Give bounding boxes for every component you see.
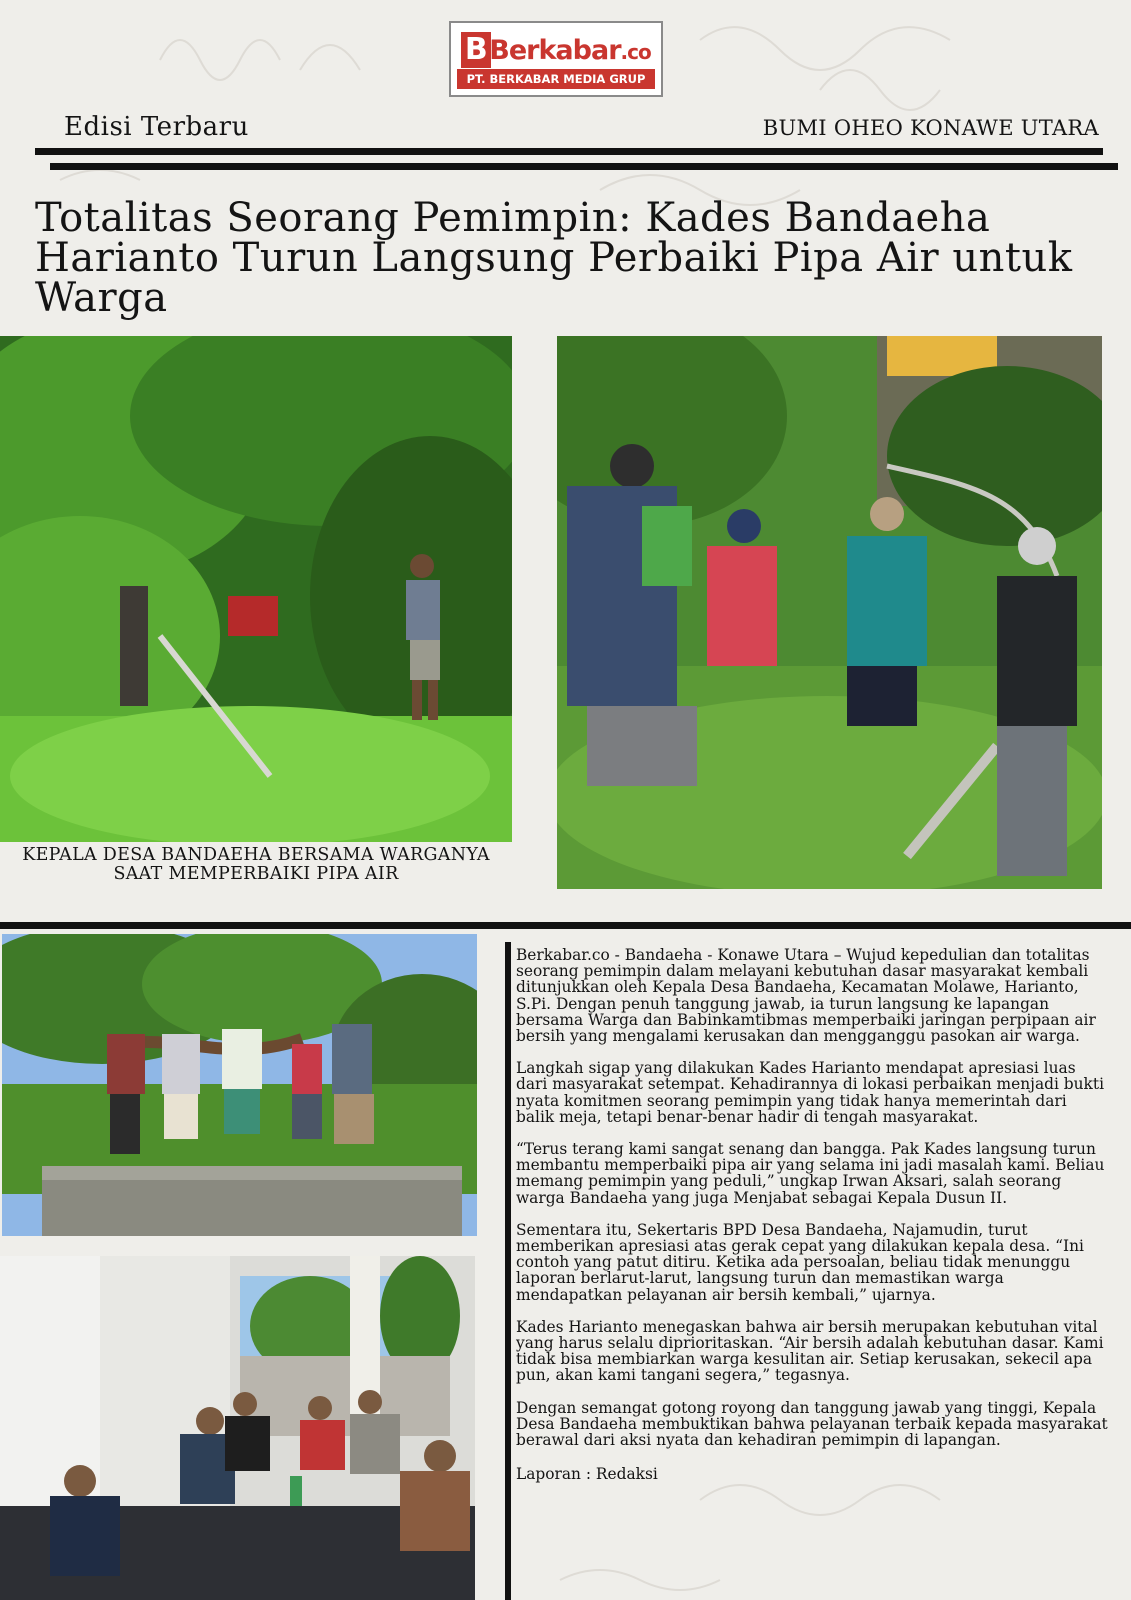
logo-wordmark — [451, 29, 661, 71]
photo-bushes-pipe — [0, 336, 512, 842]
column-rule — [505, 942, 511, 1600]
caption-line-1: KEPALA DESA BANDAEHA BERSAMA WARGANYA — [22, 845, 490, 865]
headline: Totalitas Seorang Pemimpin: Kades Bandaeha Harianto Turun Langsung Perbaiki Pipa Air untuk Warga — [35, 195, 1073, 321]
article-paragraph: Sementara itu, Sekertaris BPD Desa Bandaeha, Najamudin, turut memberikan apresiasi atas gerak cepat yang dilakukan kepala desa. “Ini contoh yang patut ditiru. Ketika ada persoalan, beliau tidak menunggu laporan berlarut-larut, langsung turun dan memastikan warga mendapatkan pelayanan air bersih kembali,” ujarnya. — [516, 1220, 1084, 1304]
article-paragraph: Kades Harianto menegaskan bahwa air bersih merupakan kebutuhan vital yang harus selalu diprioritaskan. “Air bersih adalah kebutuhan dasar. Kami tidak bisa membiarkan warga kesulitan air. Setiap kerusakan, sekecil apa pun, akan kami tangani segera,” tegasnya. — [516, 1317, 1104, 1385]
article-paragraph: “Terus terang kami sangat senang dan bangga. Pak Kades langsung turun membantu memperbaiki pipa air yang selama ini jadi masalah kami. Beliau memang pemimpin yang peduli,” ungkap Irwan Aksari, salah seorang warga Bandaeha yang juga Menjabat sebagai Kepala Dusun II. — [516, 1140, 1105, 1207]
region-label: BUMI OHEO KONAWE UTARA — [762, 116, 1099, 140]
photo-men-on-slope — [557, 336, 1102, 889]
article-paragraph: Berkabar.co - Bandaeha - Konawe Utara – Wujud kepedulian dan totalitas seorang pemimpin dalam melayani kebutuhan dasar masyarakat kembali ditunjukkan oleh Kepala Desa Bandaeha, Kecamatan Molawe, Harianto, S.Pi. Dengan penuh tanggung jawab, ia turun langsung ke lapangan bersama Warga dan Babinkamtibmas memperbaiki jaringan perpipaan air bersih yang mengalami kerusakan dan mengganggu pasokan air warga. — [516, 946, 1096, 1046]
edition-label: Edisi Terbaru — [64, 112, 249, 142]
article-paragraph: Langkah sigap yang dilakukan Kades Harianto mendapat apresiasi luas dari masyarakat setempat. Kehadirannya di lokasi perbaikan menjadi bukti nyata komitmen seorang pemimpin yang tidak hanya memerintah dari balik meja, tetapi benar-benar hadir di tengah masyarakat. — [516, 1059, 1104, 1126]
logo-b-mark: B — [461, 32, 491, 68]
report-credit: Laporan : Redaksi — [516, 1465, 658, 1484]
section-rule — [0, 922, 1131, 929]
logo-tld: .co — [620, 39, 651, 64]
logo-company-bar: PT. BERKABAR MEDIA GRUP — [457, 69, 655, 89]
header-rule-bottom — [50, 163, 1118, 170]
photo-group-holding-pipe — [2, 934, 477, 1236]
logo-name — [489, 35, 650, 66]
header-rule-top — [35, 148, 1103, 155]
logo-name-text: Berkabar — [489, 34, 621, 66]
article-paragraph: Dengan semangat gotong royong dan tanggung jawab yang tinggi, Kepala Desa Bandaeha membuktikan bahwa pelayanan terbaik kepada masyarakat berawal dari aksi nyata dan kehadiran pemimpin di lapangan. — [516, 1398, 1108, 1450]
publication-logo — [449, 21, 663, 97]
photo-caption — [0, 846, 512, 884]
caption-line-2: SAAT MEMPERBAIKI PIPA AIR — [113, 864, 399, 884]
photo-men-on-porch — [0, 1256, 475, 1600]
article-body — [516, 947, 1108, 1498]
